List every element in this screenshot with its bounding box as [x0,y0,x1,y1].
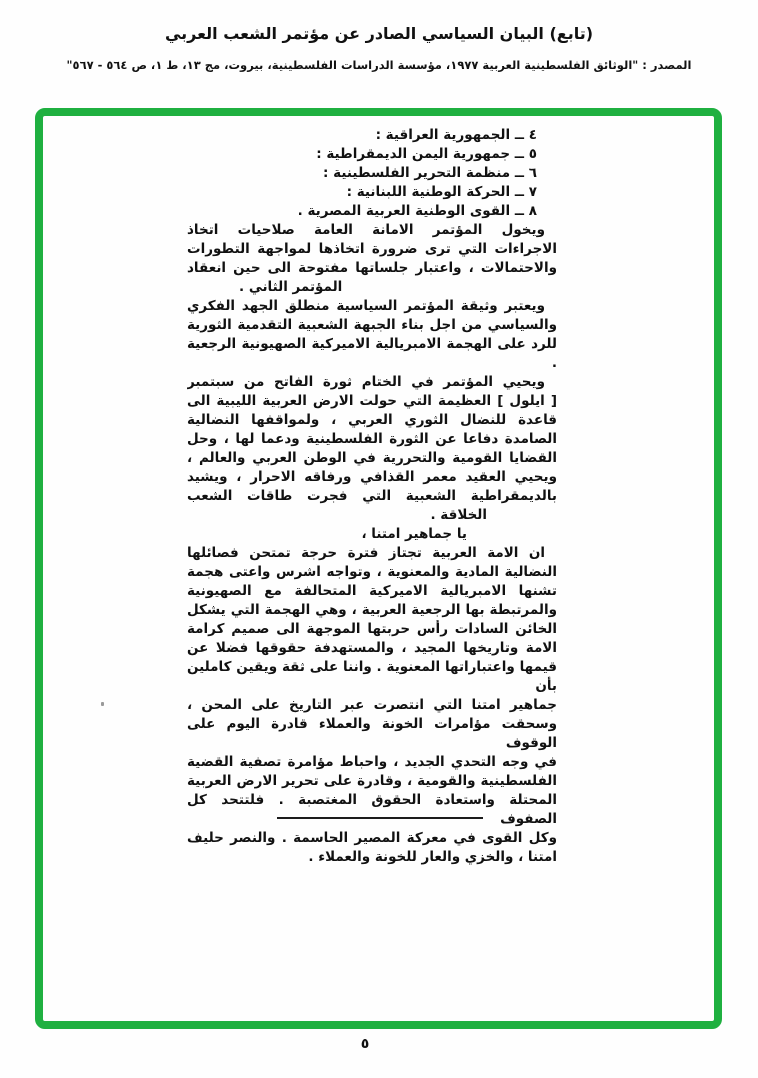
text-line: ويعتبر وثيقة المؤتمر السياسية منطلق الجهد الفكري [187,298,545,314]
text-line: ويخول المؤتمر الامانة العامة صلاحيات اتخاذ [187,222,545,238]
text-line: ويحيي العقيد معمر القذافي ورفاقه الاحرار ، ويشيد [187,469,557,485]
text-line: الخلاقة . [430,507,487,523]
text-line: الخائن السادات رأس حربتها الموجهة الى صميم كرامة [187,621,557,637]
text-line: المحتلة واستعادة الحقوق المغتصبة . فلتتحد كل الصفوف [187,792,557,827]
scan-speck [101,702,104,706]
text-line: ويحيي المؤتمر في الختام ثورة الفاتح من سبتمبر [187,374,545,390]
text-line: والاحتمالات ، واعتبار جلساتها مفتوحة الى حين انعقاد [187,260,557,276]
text-line: والسياسي من اجل بناء الجبهة الشعبية التقدمية الثورية [187,317,557,333]
text-line: تشنها الامبريالية الاميركية المتحالفة مع الصهيونية [187,583,557,599]
text-line: ٥ ــ جمهورية اليمن الديمقراطية : [316,146,537,162]
text-line: ٤ ــ الجمهورية العراقية : [375,127,537,143]
body-text-column [187,126,557,867]
text-line: الاجراءات التي ترى ضرورة اتخاذها لمواجهة التطورات [187,241,557,257]
text-line: للرد على الهجمة الامبريالية الاميركية الصهيونية الرجعية . [187,336,557,371]
text-line: ٦ ــ منظمة التحرير الفلسطينية : [323,165,537,181]
text-line: بالديمقراطية الشعبية التي فجرت طاقات الشعب [187,488,557,504]
text-line: النضالية المادية والمعنوية ، وتواجه اشرس واعتى هجمة [187,564,557,580]
text-line: المؤتمر الثاني . [239,279,343,295]
page-number: ٥ [360,1036,370,1052]
text-line: ٨ ــ القوى الوطنية العربية المصرية . [297,203,537,219]
text-line: الصامدة دفاعا عن الثورة الفلسطينية ودعما لها ، وحل [187,431,557,447]
text-line: امتنا ، والخزي والعار للخونة والعملاء . [308,849,557,865]
text-line: يا جماهير امتنا ، [361,526,467,542]
text-line: في وجه التحدي الجديد ، واحباط مؤامرة تصفية القضية [187,754,557,770]
text-line: جماهير امتنا التي انتصرت عبر التاريخ على المحن ، [187,697,557,713]
text-line: قيمها واعتباراتها المعنوية . واننا على ثقة ويقين كاملين بأن [187,659,557,694]
text-line: ان الامة العربية تجتاز فترة حرجة تمتحن فصائلها [187,545,545,561]
footer-divider [277,817,483,819]
text-line: والمرتبطة بها الرجعية العربية ، وهي الهجمة التي يشكل [187,602,557,618]
text-line: وكل القوى في معركة المصير الحاسمة . والنصر حليف [187,830,557,846]
text-line: ٧ ــ الحركة الوطنية اللبنانية : [346,184,537,200]
text-line: القضايا القومية والتحررية في الوطن العربي والعالم ، [187,450,557,466]
text-line: وسحقت مؤامرات الخونة والعملاء قادرة اليوم على الوقوف [187,716,557,751]
page-title: (تابع) البيان السياسي الصادر عن مؤتمر الشعب العربي [164,24,594,43]
text-line: قاعدة للنضال الثوري العربي ، ولمواقفها النضالية [187,412,557,428]
source-citation: المصدر : "الوثائق الفلسطينية العربية ١٩٧٧، مؤسسة الدراسات الفلسطينية، بيروت، مج ١٣، ط ١، ص ٥٦٤ - ٥٦٧" [66,58,692,72]
text-line: [ ايلول ] العظيمة التي حولت الارض العربية الليبية الى [187,393,557,409]
text-line: الامة وتاريخها المجيد ، والمستهدفة حقوقها فضلا عن [187,640,557,656]
text-line: الفلسطينية والقومية ، وقادرة على تحرير الارض العربية [187,773,557,789]
